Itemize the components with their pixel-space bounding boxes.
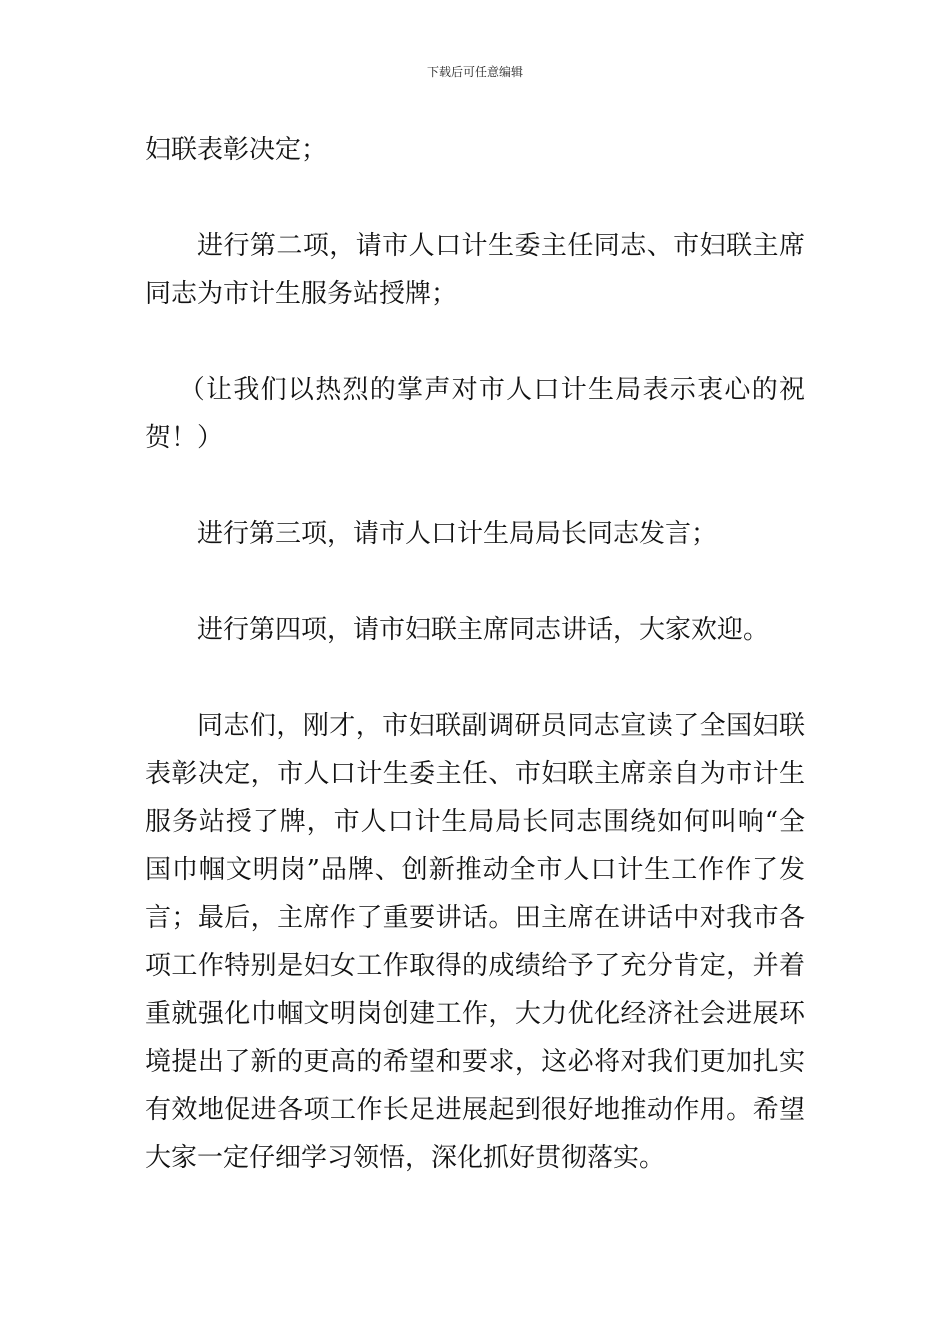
paragraph-gap [145,558,805,606]
paragraph-gap [145,174,805,222]
paragraph-5: 进行第四项，请市妇联主席同志讲话，大家欢迎。 [197,615,770,645]
paragraph-gap [145,654,805,702]
paragraph-gap [145,318,805,366]
document-body [145,126,805,1182]
paragraph-3: （让我们以热烈的掌声对市人口计生局表示衷心的祝贺！） [145,375,805,453]
paragraph-4: 进行第三项，请市人口计生局局长同志发言； [197,519,718,549]
paragraph-gap [145,462,805,510]
page-header-note: 下载后可任意编辑 [426,65,523,79]
paragraph-6: 同志们，刚才，市妇联副调研员同志宣读了全国妇联表彰决定，市人口计生委主任、市妇联主席亲自为市计生服务站授了牌，市人口计生局局长同志围绕如何叫响“全国巾帼文明岗”品牌、创新推动全市人口计生工作作了发言；最后，主席作了重要讲话。田主席在讲话中对我市各项工作特别是妇女工作取得的成绩给予了充分肯定，并着重就强化巾帼文明岗创建工作，大力优化经济社会进展环境提出了新的更高的希望和要求，这必将对我们更加扎实有效地促进各项工作长足进展起到很好地推动作用。希望大家一定仔细学习领悟，深化抓好贯彻落实。 [145,711,805,1173]
paragraph-1: 妇联表彰决定； [145,135,328,165]
paragraph-2: 进行第二项，请市人口计生委主任同志、市妇联主席同志为市计生服务站授牌； [145,231,805,309]
